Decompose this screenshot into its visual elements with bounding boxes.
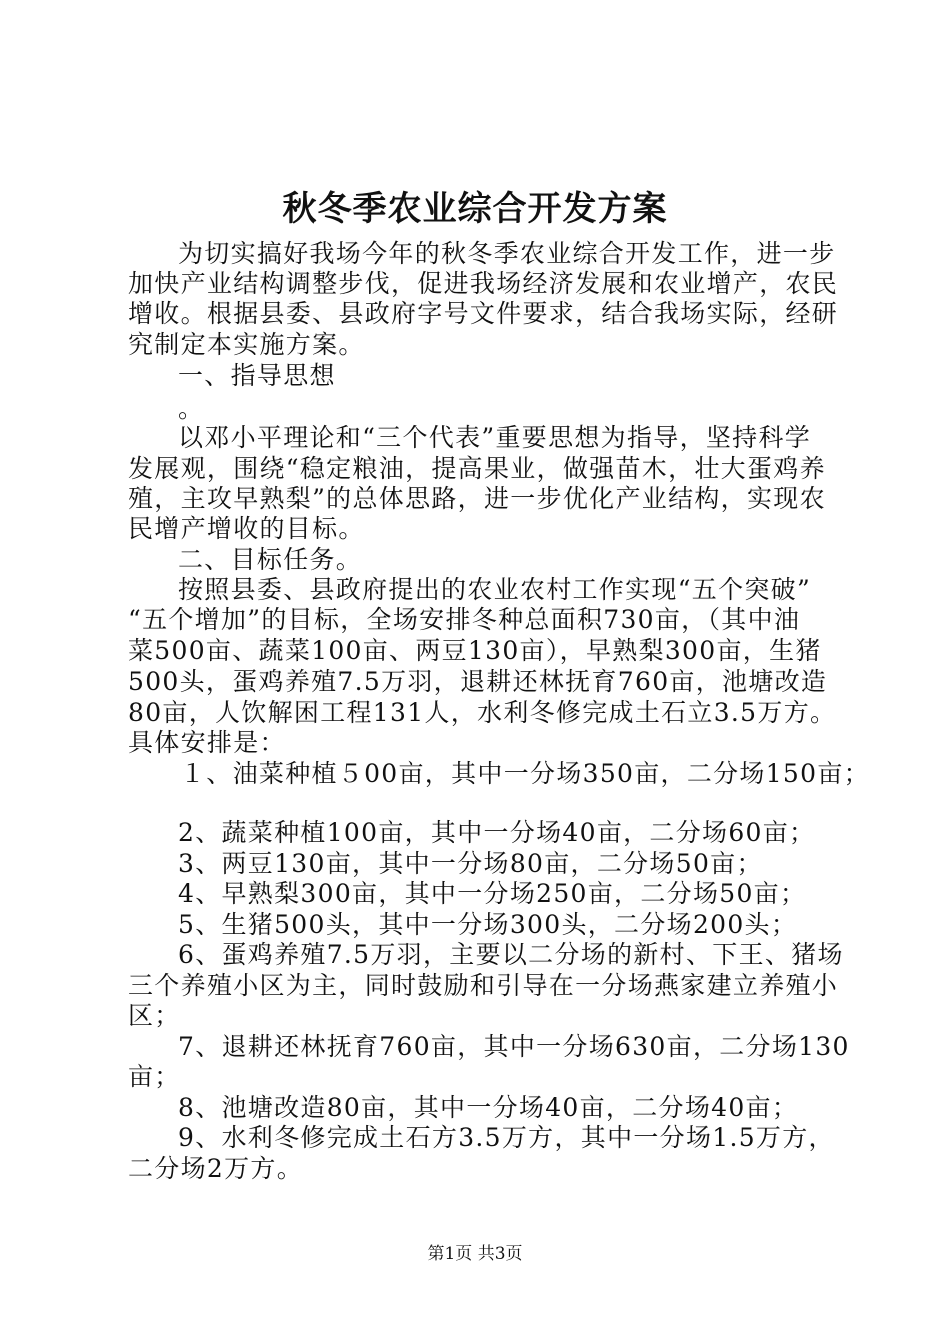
- section-heading: 一、指导思想: [178, 361, 336, 390]
- section-heading: 二、目标任务。: [178, 545, 363, 574]
- list-item: 8、池塘改造80亩，其中一分场40亩，二分场40亩；: [178, 1093, 799, 1122]
- list-item: 5、生猪500头，其中一分场300头，二分场200头；: [178, 910, 798, 939]
- page-footer: 第1页 共3页: [427, 1244, 523, 1264]
- list-item: 9、水利冬修完成土石方3.5万方，其中一分场1.5万方，: [178, 1123, 835, 1152]
- paragraph-line: 究制定本实施方案。: [128, 330, 365, 359]
- paragraph-line: 加快产业结构调整步伐，促进我场经济发展和农业增产，农民: [128, 269, 839, 298]
- list-item: 4、早熟梨300亩，其中一分场250亩，二分场50亩；: [178, 879, 807, 908]
- paragraph-line: 为切实搞好我场今年的秋冬季农业综合开发工作，进一步: [178, 239, 836, 268]
- list-item: １、油菜种植５00亩，其中一分场350亩，二分场150亩；: [180, 759, 870, 788]
- paragraph-line: 以邓小平理论和“三个代表”重要思想为指导，坚持科学: [178, 423, 812, 452]
- paragraph-line: 民增产增收的目标。: [128, 514, 365, 543]
- paragraph-line: 增收。根据县委、县政府字号文件要求，结合我场实际，经研: [128, 299, 839, 328]
- document-title: 秋冬季农业综合开发方案: [282, 189, 668, 229]
- paragraph-line: 殖，主攻早熟梨”的总体思路，进一步优化产业结构，实现农: [128, 484, 826, 513]
- list-item: 6、蛋鸡养殖7.5万羽，主要以二分场的新村、下王、猪场: [178, 940, 844, 969]
- paragraph-line: 发展观，围绕“稳定粮油，提高果业，做强苗木，壮大蛋鸡养: [128, 454, 826, 483]
- list-item: 2、蔬菜种植100亩，其中一分场40亩，二分场60亩；: [178, 818, 816, 847]
- list-item: 二分场2万方。: [128, 1154, 304, 1183]
- paragraph-line: 500头，蛋鸡养殖7.5万羽，退耕还林抚育760亩，池塘改造: [128, 667, 828, 696]
- paragraph-line: 80亩，人饮解困工程131人，水利冬修完成土石立3.5万方。: [128, 698, 837, 727]
- paragraph-line: 按照县委、县政府提出的农业农村工作实现“五个突破”: [178, 575, 812, 604]
- list-item: 三个养殖小区为主，同时鼓励和引导在一分场燕家建立养殖小: [128, 971, 839, 1000]
- list-item: 7、退耕还林抚育760亩，其中一分场630亩，二分场130: [178, 1032, 850, 1061]
- list-item: 亩；: [128, 1062, 181, 1091]
- paragraph-line: “五个增加”的目标，全场安排冬种总面积730亩，（其中油: [128, 605, 801, 634]
- list-item: 3、两豆130亩，其中一分场80亩，二分场50亩；: [178, 849, 763, 878]
- paragraph-line: 菜500亩、蔬菜100亩、两豆130亩），早熟梨300亩，生猪: [128, 636, 822, 665]
- paragraph-line: 具体安排是：: [128, 728, 286, 757]
- list-item: 区；: [128, 1001, 181, 1030]
- paragraph-line: 。: [178, 394, 205, 423]
